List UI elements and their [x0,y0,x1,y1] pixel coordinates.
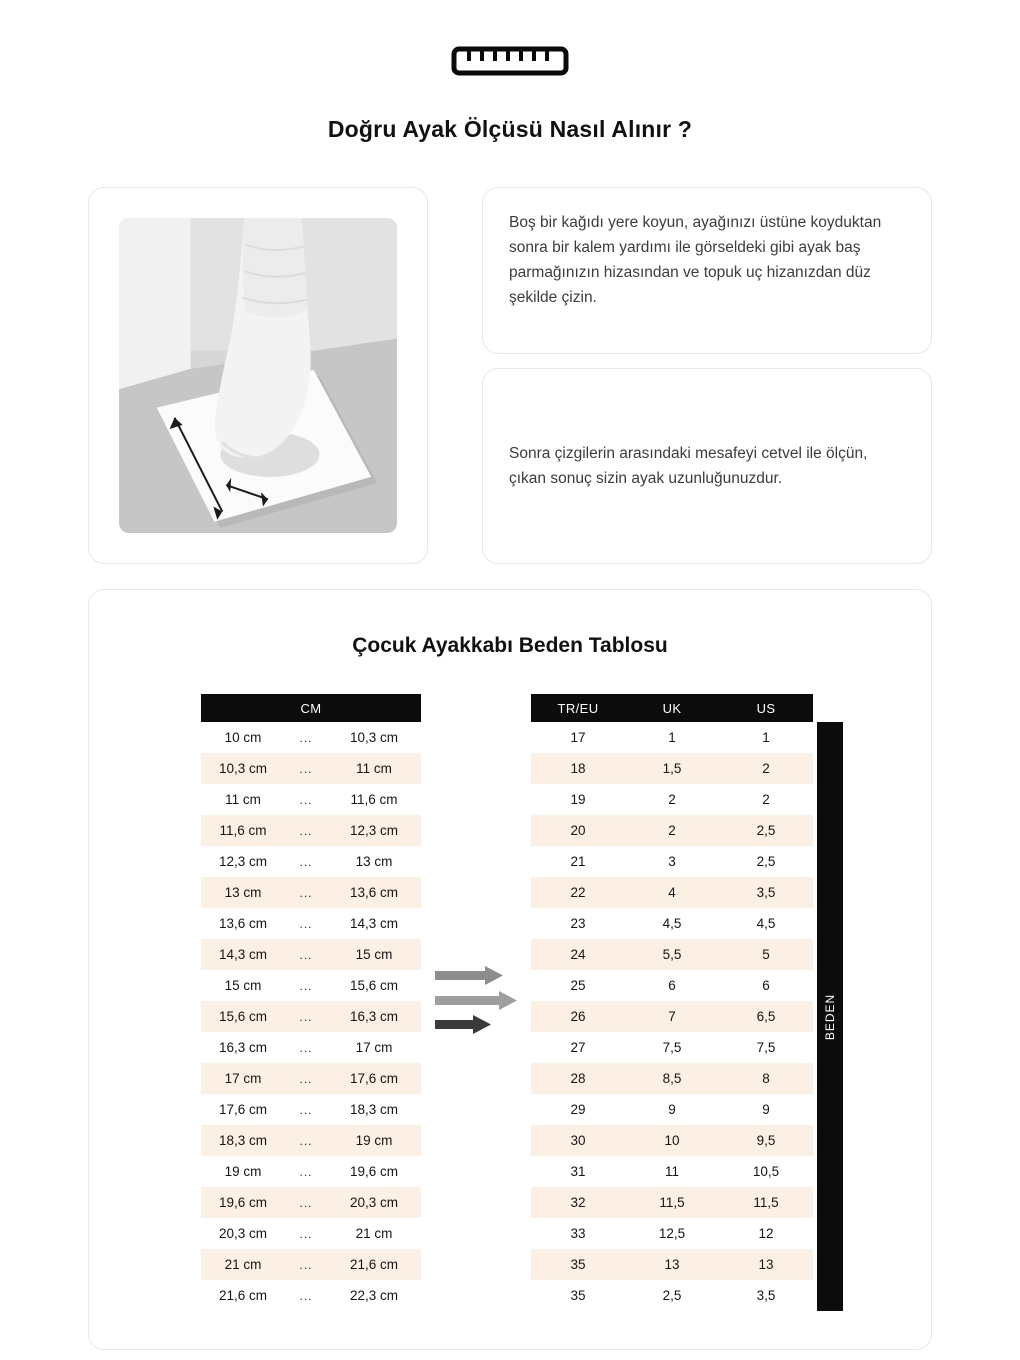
cm-table-row [201,815,421,846]
size-us-value: 2,5 [756,854,776,869]
size-tr-eu-value: 25 [570,978,586,993]
cm-table-row [201,1249,421,1280]
cm-from-value: 11 cm [225,792,261,807]
mapping-arrows-icon [433,963,521,1042]
size-chart-tables [89,694,931,1311]
cm-from-value: 15,6 cm [218,1009,268,1024]
cm-from-value: 10,3 cm [218,761,268,776]
size-tr-eu-value: 35 [570,1257,586,1272]
size-header-us: US [756,700,776,716]
size-header-tr-eu: TR/EU [557,700,599,716]
size-us-value: 7,5 [756,1040,776,1055]
cm-to-value: 14,3 cm [349,916,399,931]
cm-from-value: 14,3 cm [218,947,268,962]
cm-range-separator: ... [299,1257,313,1272]
cm-range-separator: ... [299,916,313,931]
cm-to-value: 11,6 cm [350,792,398,807]
cm-table-header [201,694,421,722]
size-us-value: 5 [762,947,770,962]
cm-range-separator: ... [299,854,313,869]
instruction-step-1-card [482,187,932,354]
size-us-value: 6 [762,978,770,993]
size-us-value: 3,5 [756,1288,776,1303]
cm-range-separator: ... [299,1102,313,1117]
size-us-value: 12 [758,1226,774,1241]
cm-range-separator: ... [299,1288,313,1303]
cm-from-value: 10 cm [224,730,262,745]
cm-to-value: 19,6 cm [349,1164,399,1179]
cm-table-row [201,1001,421,1032]
size-table-row [531,1125,813,1156]
cm-from-value: 19,6 cm [218,1195,268,1210]
size-tr-eu-value: 27 [570,1040,586,1055]
size-tr-eu-value: 33 [570,1226,586,1241]
cm-from-value: 11,6 cm [219,823,267,838]
cm-to-value: 20,3 cm [349,1195,399,1210]
cm-to-value: 17 cm [355,1040,393,1055]
cm-to-value: 22,3 cm [349,1288,399,1303]
size-table-row [531,846,813,877]
size-tr-eu-value: 35 [570,1288,586,1303]
ruler-icon [0,46,1020,76]
size-tr-eu-value: 20 [570,823,586,838]
size-tr-eu-value: 24 [570,947,586,962]
size-table-header [531,694,813,722]
beden-side-label-bar [817,722,843,1311]
cm-range-separator: ... [299,1009,313,1024]
cm-range-separator: ... [299,947,313,962]
size-uk-value: 11 [664,1164,679,1179]
instruction-step-2-text: Sonra çizgilerin arasındaki mesafeyi cetvel ile ölçün, çıkan sonuç sizin ayak uzunluğunuzdur. [509,444,868,487]
size-table-row [531,784,813,815]
size-table-row [531,877,813,908]
size-table-row [531,908,813,939]
cm-from-value: 21,6 cm [218,1288,268,1303]
cm-table-row [201,784,421,815]
size-header-uk: UK [662,700,682,716]
cm-range-separator: ... [299,1226,313,1241]
instruction-step-2-card [482,368,932,564]
size-us-value: 10,5 [752,1164,780,1179]
cm-range-separator: ... [299,1164,313,1179]
cm-range-separator: ... [299,885,313,900]
size-conversion-table [531,694,813,1311]
size-uk-value: 8,5 [662,1071,682,1086]
size-uk-value: 1,5 [662,761,682,776]
cm-table-row [201,1094,421,1125]
cm-to-value: 12,3 cm [349,823,399,838]
size-us-value: 3,5 [756,885,776,900]
size-uk-value: 7,5 [662,1040,682,1055]
size-us-value: 6,5 [756,1009,776,1024]
size-us-value: 4,5 [756,916,776,931]
size-chart-card [88,589,932,1350]
size-tr-eu-value: 28 [570,1071,586,1086]
cm-to-value: 13,6 cm [349,885,399,900]
cm-table-row [201,1125,421,1156]
cm-table-body [201,722,421,1311]
size-tr-eu-value: 18 [570,761,586,776]
size-us-value: 9 [762,1102,770,1117]
size-uk-value: 4 [668,885,676,900]
cm-to-value: 15 cm [355,947,393,962]
measurement-instructions-section [0,187,1020,564]
cm-from-value: 13,6 cm [218,916,268,931]
size-uk-value: 11,5 [659,1195,685,1210]
size-table-row [531,1094,813,1125]
size-uk-value: 6 [668,978,676,993]
size-tr-eu-value: 23 [570,916,586,931]
cm-range-separator: ... [299,761,313,776]
size-table-row [531,1156,813,1187]
size-us-value: 8 [762,1071,770,1086]
cm-to-value: 19 cm [355,1133,393,1148]
size-us-value: 11,5 [753,1195,779,1210]
cm-header-label: CM [300,700,322,716]
size-table-row [531,1187,813,1218]
cm-table-row [201,1218,421,1249]
size-chart-title: Çocuk Ayakkabı Beden Tablosu [352,634,668,657]
size-uk-value: 1 [668,730,676,745]
size-tr-eu-value: 30 [570,1133,586,1148]
size-tr-eu-value: 19 [570,792,586,807]
cm-to-value: 17,6 cm [349,1071,399,1086]
size-table-row [531,970,813,1001]
size-table-row [531,753,813,784]
size-tr-eu-value: 32 [570,1195,586,1210]
cm-to-value: 15,6 cm [349,978,399,993]
size-table-row [531,1249,813,1280]
cm-table-row [201,753,421,784]
size-tr-eu-value: 21 [570,854,586,869]
cm-from-value: 15 cm [224,978,262,993]
cm-to-value: 13 cm [355,854,393,869]
cm-range-table [201,694,421,1311]
size-uk-value: 12,5 [658,1226,686,1241]
cm-from-value: 19 cm [224,1164,262,1179]
cm-from-value: 13 cm [224,885,262,900]
size-tr-eu-value: 22 [570,885,586,900]
cm-from-value: 17 cm [224,1071,262,1086]
size-uk-value: 5,5 [662,947,682,962]
cm-range-separator: ... [299,978,313,993]
cm-to-value: 21 cm [355,1226,393,1241]
size-tr-eu-value: 31 [570,1164,586,1179]
cm-to-value: 16,3 cm [349,1009,399,1024]
size-table-row [531,722,813,753]
cm-range-separator: ... [299,1133,313,1148]
size-us-value: 2 [762,761,770,776]
cm-table-row [201,1032,421,1063]
instruction-step-1-text: Boş bir kağıdı yere koyun, ayağınızı üstüne koyduktan sonra bir kalem yardımı ile görseldeki gibi ayak baş parmağınızın hizasından ve topuk uç hizanızdan düz şekilde çizin. [509,214,882,307]
size-us-value: 9,5 [756,1133,776,1148]
cm-from-value: 16,3 cm [218,1040,268,1055]
cm-range-separator: ... [299,1071,313,1086]
beden-label-text: BEDEN [823,993,837,1040]
foot-on-paper-image [119,218,397,533]
size-table-row [531,1218,813,1249]
size-uk-value: 4,5 [662,916,682,931]
size-table-row [531,1280,813,1311]
cm-from-value: 20,3 cm [218,1226,268,1241]
size-tr-eu-value: 26 [570,1009,586,1024]
size-uk-value: 3 [668,854,676,869]
cm-from-value: 12,3 cm [218,854,268,869]
size-uk-value: 7 [668,1009,676,1024]
cm-from-value: 21 cm [224,1257,262,1272]
size-uk-value: 2,5 [662,1288,682,1303]
cm-to-value: 21,6 cm [349,1257,399,1272]
size-table-body [531,722,813,1311]
size-table-row [531,939,813,970]
cm-table-row [201,908,421,939]
size-us-value: 13 [758,1257,774,1272]
size-tr-eu-value: 29 [570,1102,586,1117]
size-table-row [531,1032,813,1063]
cm-from-value: 18,3 cm [218,1133,268,1148]
cm-range-separator: ... [299,1195,313,1210]
cm-table-row [201,970,421,1001]
cm-from-value: 17,6 cm [218,1102,268,1117]
cm-table-row [201,1280,421,1311]
size-uk-value: 9 [668,1102,676,1117]
cm-table-row [201,1156,421,1187]
cm-to-value: 11 cm [356,761,392,776]
cm-table-row [201,722,421,753]
foot-measurement-photo-card [88,187,428,564]
cm-table-row [201,1187,421,1218]
size-table-row [531,1001,813,1032]
cm-range-separator: ... [299,792,313,807]
size-uk-value: 2 [668,792,676,807]
cm-table-row [201,1063,421,1094]
cm-table-row [201,877,421,908]
page-title: Doğru Ayak Ölçüsü Nasıl Alınır ? [327,116,693,142]
cm-to-value: 18,3 cm [349,1102,399,1117]
size-uk-value: 10 [664,1133,680,1148]
cm-range-separator: ... [299,730,313,745]
size-uk-value: 2 [668,823,676,838]
cm-table-row [201,846,421,877]
size-table-row [531,1063,813,1094]
instruction-cards [482,187,932,564]
size-table-row [531,815,813,846]
cm-table-row [201,939,421,970]
size-us-value: 2,5 [756,823,776,838]
cm-range-separator: ... [299,823,313,838]
cm-range-separator: ... [299,1040,313,1055]
size-tr-eu-value: 17 [570,730,586,745]
size-us-value: 2 [762,792,770,807]
size-uk-value: 13 [664,1257,680,1272]
size-us-value: 1 [762,730,770,745]
cm-to-value: 10,3 cm [349,730,399,745]
